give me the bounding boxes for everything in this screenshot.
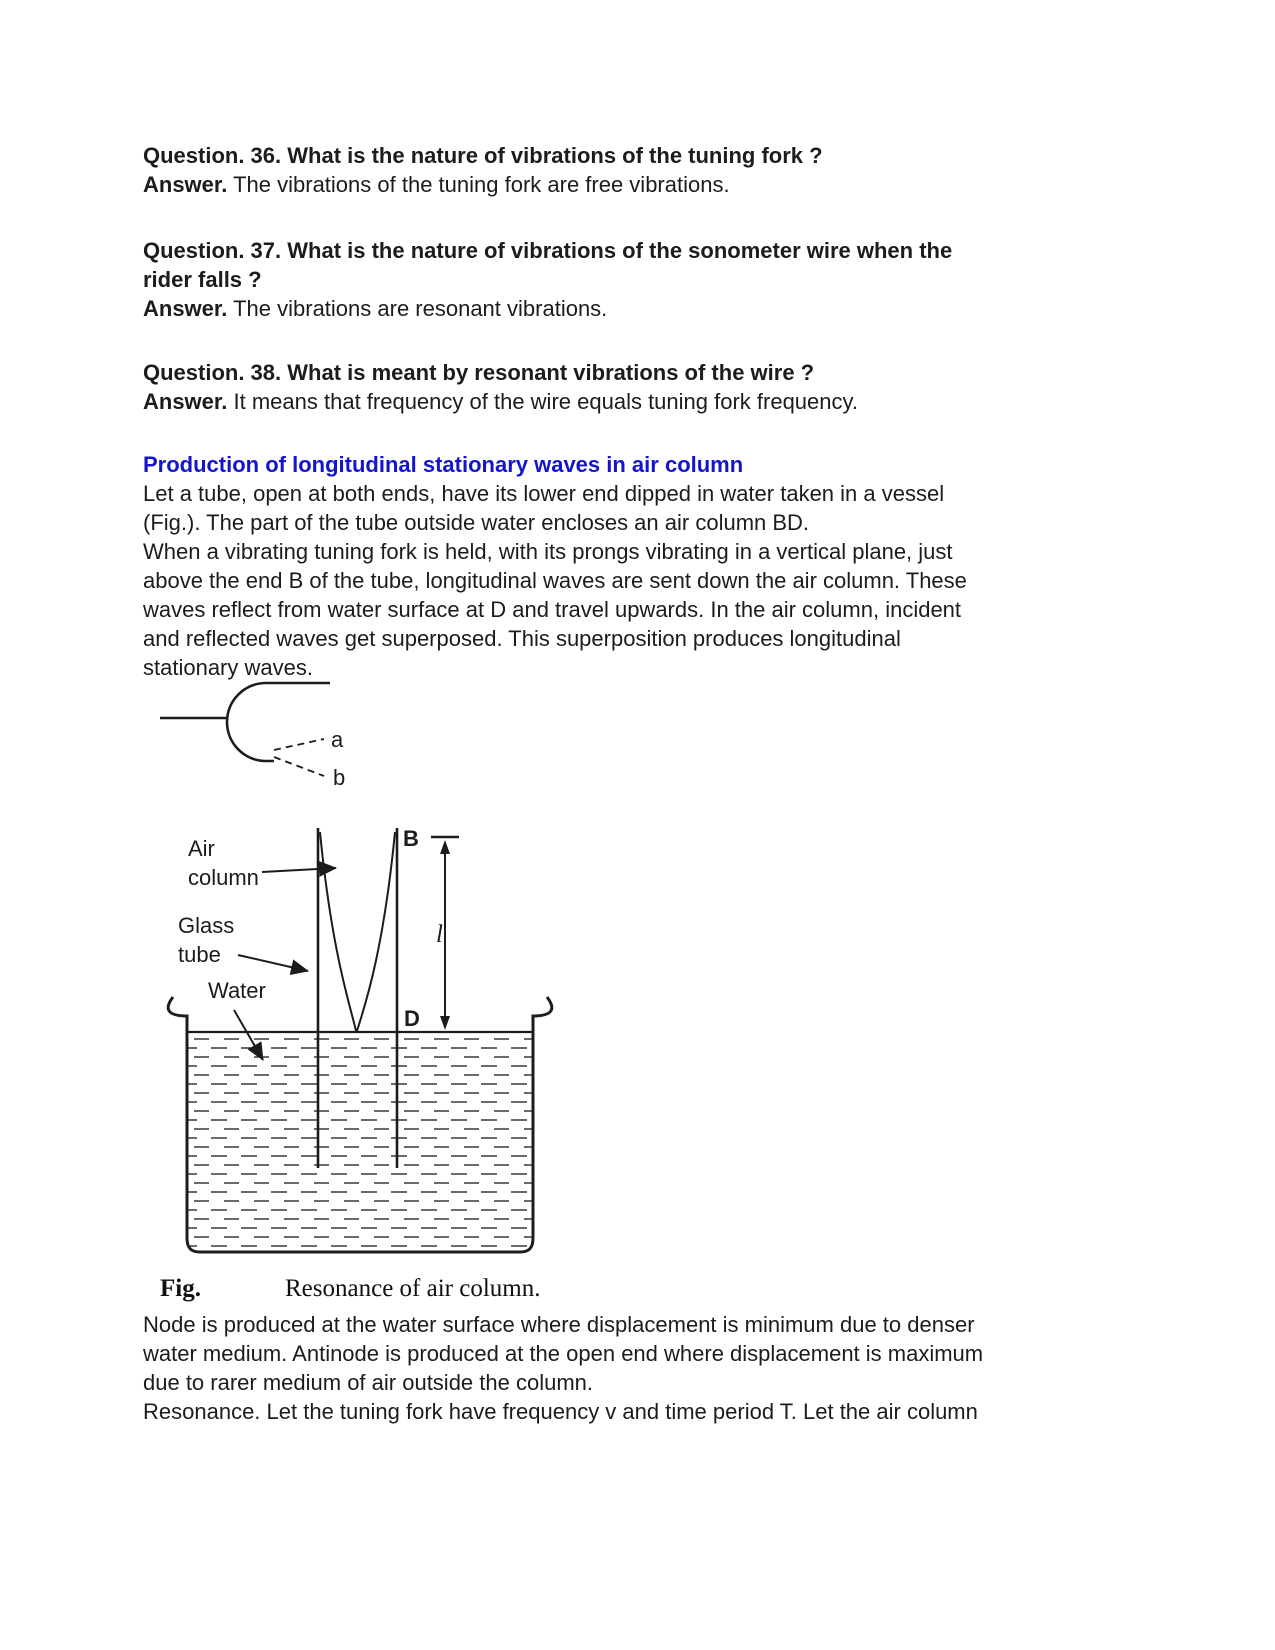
question-38-block	[143, 358, 858, 416]
water-hatch	[188, 1034, 532, 1249]
label-D: D	[404, 1006, 420, 1031]
paragraph-line: stationary waves.	[143, 655, 313, 680]
question-37-heading-line2: rider falls ?	[143, 267, 262, 292]
water-label: Water	[208, 978, 266, 1003]
prong-position-a-line	[274, 739, 324, 750]
label-length-l: l	[436, 921, 443, 948]
air-column-label-line1: Air	[188, 836, 215, 861]
answer-label: Answer.	[143, 172, 228, 197]
glass-tube-label-line2: tube	[178, 942, 221, 967]
figure-pointer-labels	[178, 836, 336, 1060]
figure-caption	[0, 1274, 1275, 1314]
length-arrowhead-down	[440, 1016, 450, 1030]
length-arrow	[431, 837, 459, 1030]
paragraph-line: water medium. Antinode is produced at the open end where displacement is maximum	[143, 1341, 984, 1366]
length-arrowhead-up	[440, 840, 450, 854]
question-38-heading: Question. 38. What is meant by resonant vibrations of the wire ?	[143, 360, 815, 385]
wave-envelope-right	[357, 832, 395, 1031]
section-heading: Production of longitudinal stationary waves in air column	[143, 452, 744, 477]
air-column-label-line2: column	[188, 865, 259, 890]
tuning-fork-drawing	[160, 683, 345, 790]
answer-text: It means that frequency of the wire equals tuning fork frequency.	[233, 389, 858, 414]
paragraph-line: (Fig.). The part of the tube outside water encloses an air column BD.	[143, 510, 810, 535]
question-38-answer	[143, 387, 858, 416]
question-36-heading: Question. 36. What is the nature of vibrations of the tuning fork ?	[143, 143, 823, 168]
answer-label: Answer.	[143, 389, 228, 414]
paragraph-line: due to rarer medium of air outside the column.	[143, 1370, 594, 1395]
closing-block	[143, 1310, 983, 1426]
paragraph-line: Node is produced at the water surface where displacement is minimum due to denser	[143, 1312, 975, 1337]
prong-position-b-line	[274, 757, 324, 776]
paragraph-line: When a vibrating tuning fork is held, with its prongs vibrating in a vertical plane, just	[143, 539, 953, 564]
figure-caption-text: Resonance of air column.	[285, 1275, 541, 1302]
answer-text: The vibrations are resonant vibrations.	[233, 296, 608, 321]
resonance-figure	[138, 655, 598, 1305]
paragraph-line: Let a tube, open at both ends, have its lower end dipped in water taken in a vessel	[143, 481, 945, 506]
paragraph-line: waves reflect from water surface at D and travel upwards. In the air column, incident	[143, 597, 962, 622]
question-37-heading-line1: Question. 37. What is the nature of vibrations of the sonometer wire when the	[143, 238, 953, 263]
label-a: a	[331, 727, 344, 752]
paragraph-line: Resonance. Let the tuning fork have frequency v and time period T. Let the air column	[143, 1399, 978, 1424]
label-B: B	[403, 826, 419, 851]
vessel-drawing	[168, 997, 552, 1252]
glass-tube-label-line1: Glass	[178, 913, 235, 938]
section-block	[143, 450, 967, 682]
glass-tube-pointer-arrow	[238, 955, 308, 971]
question-37-answer	[143, 294, 952, 323]
question-37-block	[143, 236, 952, 323]
paragraph-line: above the end B of the tube, longitudinal waves are sent down the air column. These	[143, 568, 967, 593]
answer-text: The vibrations of the tuning fork are free vibrations.	[233, 172, 730, 197]
question-36-answer	[143, 170, 823, 199]
answer-label: Answer.	[143, 296, 228, 321]
paragraph-line: and reflected waves get superposed. This superposition produces longitudinal	[143, 626, 901, 651]
label-b: b	[333, 765, 346, 790]
figure-caption-label: Fig.	[160, 1275, 201, 1302]
wave-envelope-left	[320, 832, 356, 1031]
question-36-block	[143, 141, 823, 199]
